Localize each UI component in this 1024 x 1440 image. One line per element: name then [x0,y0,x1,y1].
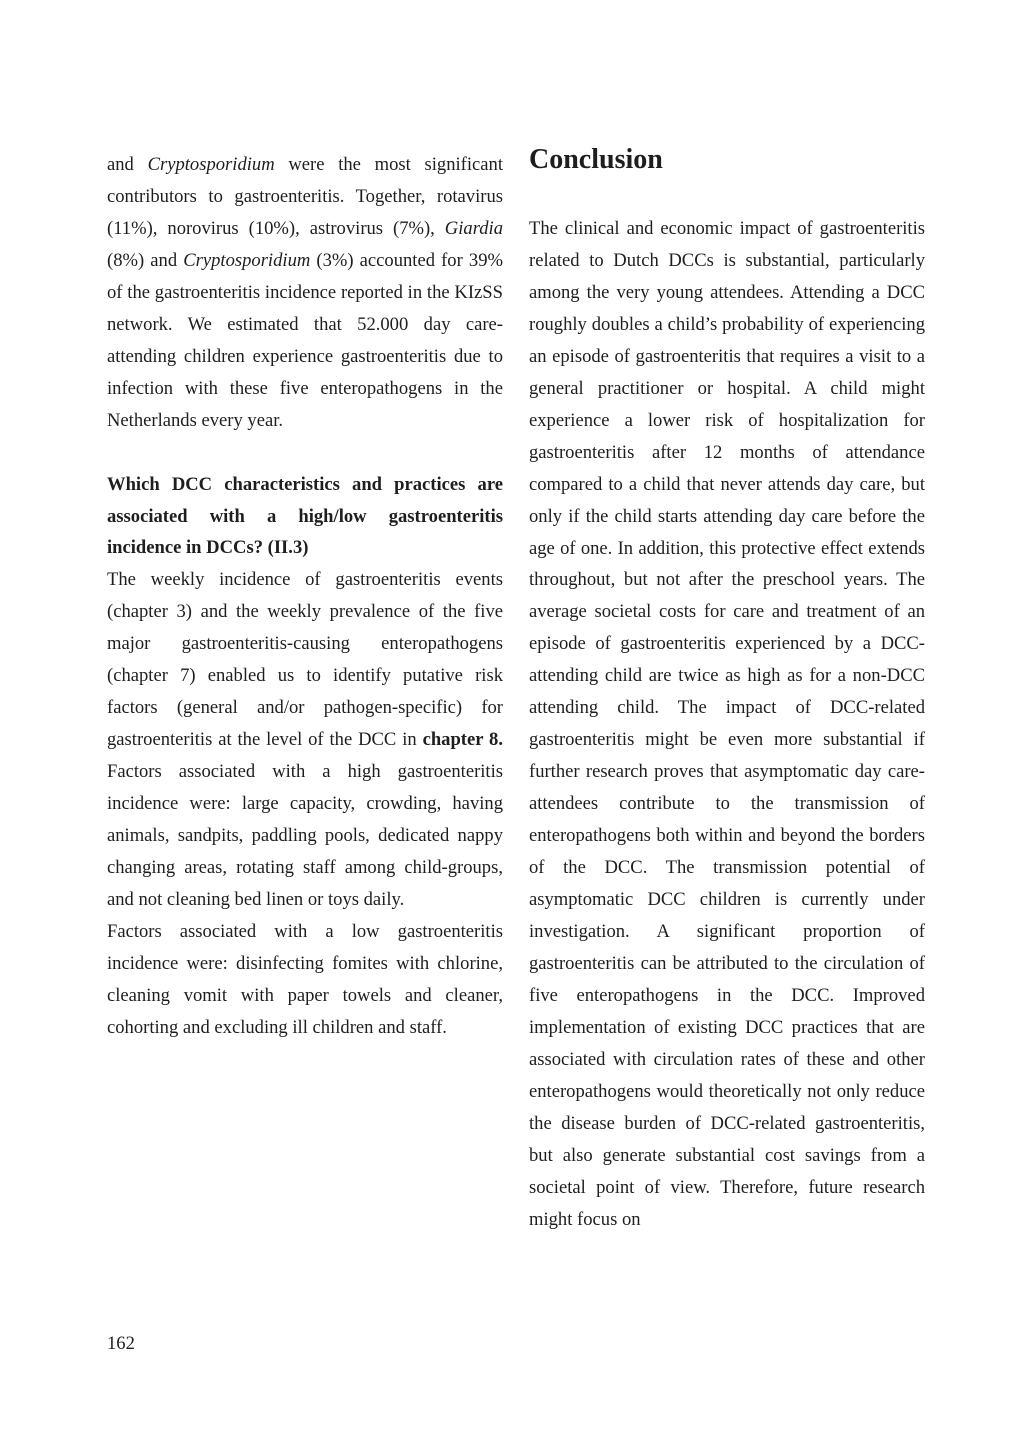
conclusion-body [529,213,925,1236]
text-run: Factors associated with a high gastroenteritis incidence were: large capacity, crowding, having animals, sandpits, paddling pools, dedicated nappy changing areas, rotating staff among child-groups, and not cleaning bed linen or toys daily. [107,761,503,910]
paragraph-protective-factors: Factors associated with a low gastroenteritis incidence were: disinfecting fomites with chlorine, cleaning vomit with paper towels and cleaner, cohorting and excluding ill children and staff. [107,920,503,1038]
conclusion-heading-wrap [529,146,925,212]
text-run: were the most significant contributors to gastroenteritis. Together, rotavirus (11%), norovirus (10%), astrovirus (7%), [107,154,503,239]
text-run: The weekly incidence of gastroenteritis events (chapter 3) and the weekly prevalence of the five major gastroenteritis-causing enteropathogens (chapter 7) enabled us to identify putative risk factors (general and/or pathogen-specific) for gastroenteritis at the level of the DCC in [107,569,503,751]
section-heading-dcc-characteristics: Which DCC characteristics and practices are associated with a high/low gastroenteritis incidence in DCCs? (II.3) [107,473,503,559]
left-column [107,149,503,1044]
text-run: (8%) and [107,249,184,271]
conclusion-heading: Conclusion [529,144,663,175]
bold-chapter-reference: chapter 8. [422,729,503,751]
paragraph-pathogen-contributions [107,149,503,437]
page-number: 162 [107,1333,135,1354]
text-run: and [107,154,148,175]
italic-organism-name: Cryptosporidium [147,154,275,175]
paragraph-risk-factors [107,564,503,915]
italic-organism-name: Cryptosporidium [183,249,311,271]
paragraph-conclusion: The clinical and economic impact of gastroenteritis related to Dutch DCCs is substantial, particularly among the very young attendees. Attending a DCC roughly doubles a child’s probability of experiencing an episode of gastroenteritis that requires a visit to a general practitioner or hospital. A child might experience a lower risk of hospitalization for gastroenteritis after 12 months of attendance compared to a child that never attends day care, but only if the child starts attending day care before the age of one. In addition, this protective effect extends throughout, but not after the preschool years. The average societal costs for care and treatment of an episode of gastroenteritis experienced by a DCC-attending child are twice as high as for a non-DCC attending child. The impact of DCC-related gastroenteritis might be even more substantial if further research proves that asymptomatic day care-attendees contribute to the transmission of enteropathogens both within and beyond the borders of the DCC. The transmission potential of asymptomatic DCC children is currently under investigation. A significant proportion of gastroenteritis can be attributed to the circulation of five enteropathogens in the DCC. Improved implementation of existing DCC practices that are associated with circulation rates of these and other enteropathogens would theoretically not only reduce the disease burden of DCC-related gastroenteritis, but also generate substantial cost savings from a societal point of view. Therefore, future research might focus on [529,218,925,1230]
text-run: (3%) accounted for 39% of the gastroenteritis incidence reported in the KIzSS network. We estimated that 52.000 day care-attending children experience gastroenteritis due to infection with these five enteropathogens in the Netherlands every year. [107,249,503,431]
italic-organism-name: Giardia [444,217,503,239]
